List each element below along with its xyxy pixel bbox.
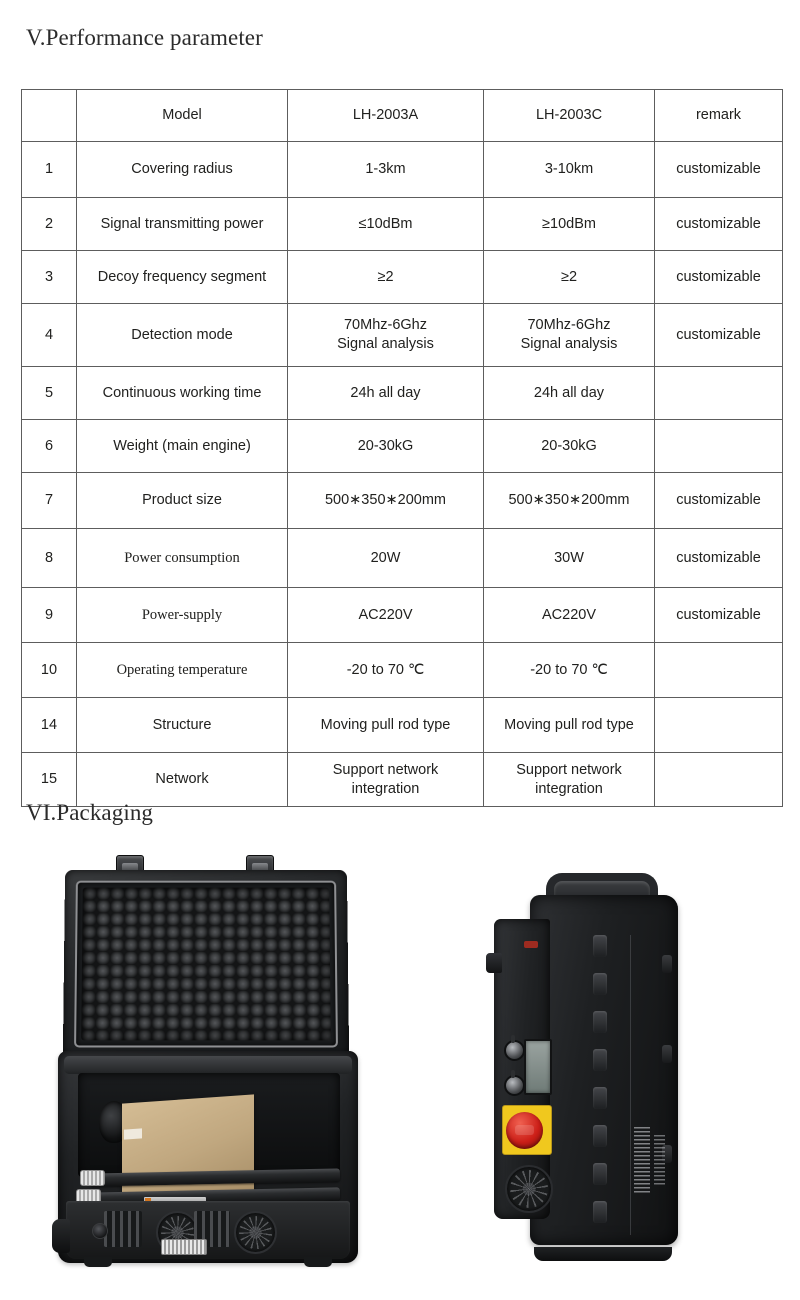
row-value-lh2003a — [288, 304, 484, 367]
row-remark: customizable — [655, 473, 783, 529]
case-foot — [84, 1257, 112, 1267]
row-index: 9 — [22, 588, 77, 643]
row-index: 7 — [22, 473, 77, 529]
table-row — [22, 588, 783, 643]
carton-label — [124, 1128, 142, 1139]
row-value-lh2003c: Moving pull rod type — [484, 698, 655, 753]
value-line: Support network — [516, 761, 622, 778]
cooling-fan-icon — [505, 1165, 553, 1213]
row-index: 4 — [22, 304, 77, 367]
row-index: 10 — [22, 643, 77, 698]
row-remark — [655, 420, 783, 473]
header-cell-model: Model — [77, 90, 288, 142]
heatsink-fins — [104, 1211, 142, 1247]
row-value-lh2003a: AC220V — [288, 588, 484, 643]
emergency-stop-plate — [502, 1105, 552, 1155]
value-line: Signal analysis — [337, 336, 434, 352]
table-row — [22, 367, 783, 420]
panel-connector-knob — [504, 1040, 525, 1061]
table-row — [22, 142, 783, 198]
case-wheel — [52, 1219, 70, 1253]
row-remark: customizable — [655, 529, 783, 588]
row-value-lh2003a: ≥2 — [288, 251, 484, 304]
row-index: 2 — [22, 198, 77, 251]
row-value-lh2003c: -20 to 70 ℃ — [484, 643, 655, 698]
table-row — [22, 643, 783, 698]
row-remark: customizable — [655, 251, 783, 304]
case-rear-panel — [66, 1201, 350, 1259]
case-side-rib — [662, 1045, 672, 1063]
row-remark — [655, 643, 783, 698]
table-row — [22, 420, 783, 473]
row-parameter: Power consumption — [77, 529, 288, 588]
row-value-lh2003a: Moving pull rod type — [288, 698, 484, 753]
row-value-lh2003c: ≥2 — [484, 251, 655, 304]
row-parameter: Detection mode — [77, 304, 288, 367]
table-row — [22, 753, 783, 807]
case-rib — [593, 1049, 607, 1071]
table-row — [22, 698, 783, 753]
red-indicator — [524, 941, 538, 948]
value-line: Support network — [332, 761, 439, 778]
case-foot — [304, 1257, 332, 1267]
case-seam — [630, 935, 631, 1235]
header-cell-lh2003a: LH-2003A — [288, 90, 484, 142]
lcd-display — [524, 1039, 552, 1095]
row-parameter: Operating temperature — [77, 643, 288, 698]
open-transport-case-photo — [58, 869, 378, 1269]
row-parameter: Structure — [77, 698, 288, 753]
row-remark: customizable — [655, 588, 783, 643]
case-lid — [63, 870, 349, 1057]
antenna-stub — [486, 953, 502, 973]
row-index: 8 — [22, 529, 77, 588]
row-remark — [655, 753, 783, 807]
case-body — [58, 1051, 358, 1263]
row-index: 5 — [22, 367, 77, 420]
row-index: 1 — [22, 142, 77, 198]
row-parameter: Power-supply — [77, 588, 288, 643]
case-body-lip — [64, 1056, 352, 1074]
panel-connector-knob — [504, 1075, 525, 1096]
performance-parameter-table — [21, 89, 783, 807]
row-remark — [655, 367, 783, 420]
case-base — [534, 1247, 672, 1261]
row-value-lh2003a: 24h all day — [288, 367, 484, 420]
case-rib — [593, 1163, 607, 1185]
header-cell-lh2003c: LH-2003C — [484, 90, 655, 142]
table-row — [22, 473, 783, 529]
row-parameter: Signal transmitting power — [77, 198, 288, 251]
row-value-lh2003c: 3-10km — [484, 142, 655, 198]
row-value-lh2003a: ≤10dBm — [288, 198, 484, 251]
row-value-lh2003c: AC220V — [484, 588, 655, 643]
row-value-lh2003a: 1-3km — [288, 142, 484, 198]
row-value-lh2003c — [484, 753, 655, 807]
table-row — [22, 529, 783, 588]
table-row — [22, 198, 783, 251]
case-rib — [593, 1125, 607, 1147]
row-index: 6 — [22, 420, 77, 473]
table-row — [22, 251, 783, 304]
row-value-lh2003c — [484, 304, 655, 367]
page-title-packaging: VI.Packaging — [26, 800, 154, 825]
row-parameter: Weight (main engine) — [77, 420, 288, 473]
row-value-lh2003c: 30W — [484, 529, 655, 588]
value-line: 70Mhz-6Ghz — [343, 317, 427, 334]
case-rib — [593, 1087, 607, 1109]
row-parameter: Product size — [77, 473, 288, 529]
case-lid-rim — [74, 881, 338, 1048]
case-interior-cavity — [78, 1073, 340, 1177]
case-rib — [593, 1011, 607, 1033]
closed-transport-case-photo — [488, 873, 698, 1263]
row-remark: customizable — [655, 198, 783, 251]
case-vertical-label — [654, 1135, 665, 1187]
row-remark: customizable — [655, 304, 783, 367]
table-row — [22, 304, 783, 367]
page-title-performance-parameter: V.Performance parameter — [26, 25, 263, 50]
row-value-lh2003a: 20-30kG — [288, 420, 484, 473]
row-parameter: Network — [77, 753, 288, 807]
row-parameter: Continuous working time — [77, 367, 288, 420]
row-index: 3 — [22, 251, 77, 304]
row-parameter: Covering radius — [77, 142, 288, 198]
row-value-lh2003a — [288, 753, 484, 807]
table-header-row — [22, 90, 783, 142]
antenna-connector — [80, 1170, 105, 1186]
row-value-lh2003c: 500∗350∗200mm — [484, 473, 655, 529]
panel-port — [92, 1223, 108, 1239]
case-vertical-label — [634, 1127, 650, 1193]
row-value-lh2003a: -20 to 70 ℃ — [288, 643, 484, 698]
case-rib — [593, 1201, 607, 1223]
row-value-lh2003c: 20-30kG — [484, 420, 655, 473]
row-remark: customizable — [655, 142, 783, 198]
cooling-fan-icon — [234, 1211, 277, 1254]
row-value-lh2003a: 20W — [288, 529, 484, 588]
case-side-rib — [662, 955, 672, 973]
connector-strip — [161, 1239, 207, 1255]
row-value-lh2003c: ≥10dBm — [484, 198, 655, 251]
value-line: 70Mhz-6Ghz — [527, 317, 611, 334]
performance-parameter-table-container — [21, 89, 782, 807]
case-rib — [593, 935, 607, 957]
emergency-stop-button — [506, 1112, 543, 1149]
header-cell-index — [22, 90, 77, 142]
case-rib — [593, 973, 607, 995]
control-panel — [494, 919, 550, 1219]
value-line: Signal analysis — [520, 336, 618, 352]
row-remark — [655, 698, 783, 753]
row-value-lh2003c: 24h all day — [484, 367, 655, 420]
packaging-photo-area — [0, 855, 800, 1295]
row-parameter: Decoy frequency segment — [77, 251, 288, 304]
value-line: integration — [351, 780, 420, 797]
header-cell-remark: remark — [655, 90, 783, 142]
row-index: 14 — [22, 698, 77, 753]
egg-crate-foam — [81, 888, 331, 1041]
value-line: integration — [535, 780, 603, 797]
row-value-lh2003a: 500∗350∗200mm — [288, 473, 484, 529]
row-index: 15 — [22, 753, 77, 807]
